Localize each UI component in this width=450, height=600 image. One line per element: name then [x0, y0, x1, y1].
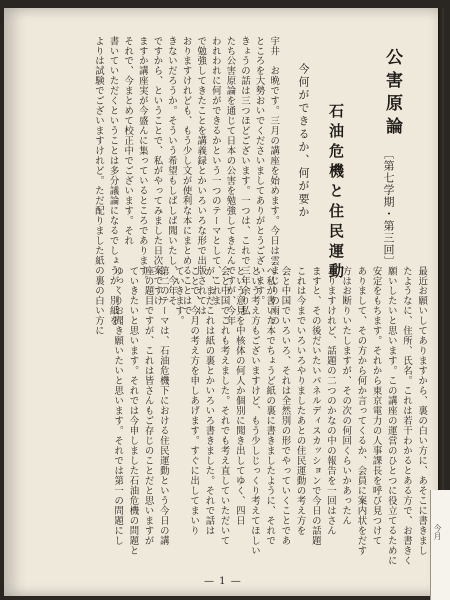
- left-body-line: これは今までいろいろやりましたあとの住民運動の考え方を: [294, 266, 306, 536]
- left-body-line: という考え方もございますけど、もう少しじっくり考えてほしい: [249, 266, 260, 556]
- series-title: 公害原論: [382, 48, 402, 140]
- left-body-line: 座の題目ですが、これは皆さんもご存じのことだと思いますが: [142, 266, 154, 546]
- left-body-line: 第二のテーマは、石油危機下における住民運動という今日の講: [157, 266, 169, 546]
- right-body-line: ところを大勢おいでくださいましてありがとうございます。: [253, 36, 265, 306]
- margin-label: 今月: [433, 524, 442, 540]
- left-body-line: という意見を中核体の何人か個別に聞き出してゆく、四日: [233, 266, 245, 526]
- left-body-line: 会と中国でいろいろ、それは全然別の形でやっていくことであ: [279, 266, 291, 546]
- right-body-line: たち公害原論を通じて日本の公害を勉強してきたんですが、今年: [224, 36, 236, 326]
- left-body-line: 安定をもちます。それから東京電力の人事課長を呼び見つけて: [370, 266, 382, 546]
- right-body-line: ですから、ということで、私がやってみました日次案ですけ: [151, 36, 163, 306]
- left-body-line: ことで、今月の考え方を申しあげます。すぐに出してまいり: [188, 266, 200, 536]
- left-body-line: ていきます。: [173, 266, 184, 326]
- left-body-line: 願いしたいと思います。この講座の運営のひとつに役立てるために: [385, 266, 397, 566]
- left-body-line: 会と中国でこれも考えました。それでも考え直していただいて: [218, 266, 230, 546]
- left-body-line: ますと、その後だいたいパネルディスカッションで今日の話題: [309, 266, 321, 546]
- left-body-line: へ私が書いた本でちょうど紙の裏に書きましたように、それで: [264, 266, 276, 546]
- right-body-line: 書いていただくということは多分議論になるでしょうが、別紙を: [107, 36, 119, 326]
- left-body-line: ゆっくりお聞き願いたいと思います。それでは第一の問題にし: [112, 266, 124, 546]
- left-body-line: 最近お願いしてありますから、裏の白い方に、あそこに書きまし: [416, 266, 428, 556]
- series-label: 〔第七学期・第三回〕: [382, 148, 395, 268]
- lecture-title: 石油危機と住民運動: [327, 103, 345, 283]
- right-body-line: 宇井 お晩です。三月の講座を始めます。今日は雲まじりの雨の: [268, 36, 280, 326]
- left-body-line: ていきたいと思います。それでは今申しました石油危機の問題と: [127, 266, 139, 556]
- right-body-line: よりは試験でございますけれど。ただ配りました紙の裏の白い方に: [93, 36, 104, 336]
- right-body-line: ますか講座実が今盛んに集っているところであります。: [136, 36, 148, 286]
- left-body-line: たようなに、住所、氏名。これは若干わかるとある方で、お書きく: [401, 266, 412, 566]
- page-number: — 1 —: [204, 576, 242, 587]
- left-body-line: ありますけれど、話題の二つのかなの中の報告を一回はさん: [325, 266, 336, 536]
- document-page: [4, 8, 444, 596]
- right-body-line: われわれに何ができるかという一つのテーマとして、これま: [209, 36, 221, 306]
- right-body-line: おりますけれども、もう少し文が使利な本にまとめることはで: [180, 36, 192, 316]
- left-body-line: 方はお断りいたしますが、その次の何回くらいかあったん: [340, 266, 352, 526]
- lecture-subtitle: 今何ができるか、何が要か: [297, 63, 310, 219]
- right-body-line: それで、今まとめて校正中でございます。それ: [122, 36, 134, 246]
- right-body-line: で勉強してきたことを講義録とかいろいろな形で出版されては: [195, 36, 207, 316]
- right-body-line: きないだろうか。そういう希望もしばしば聞いたし、今年そ: [166, 36, 177, 306]
- left-body-line: が、まだこれは紙の裏とかいろいろ書きました。それで話は: [203, 266, 215, 536]
- margin-slip: [430, 490, 450, 600]
- left-body-line: ありまして、その方から何か言ってくるか、会員に案内状をだす: [355, 266, 367, 556]
- right-body-line: きょうの話は三つほどございます。一つは、これで三年余り私: [239, 36, 250, 316]
